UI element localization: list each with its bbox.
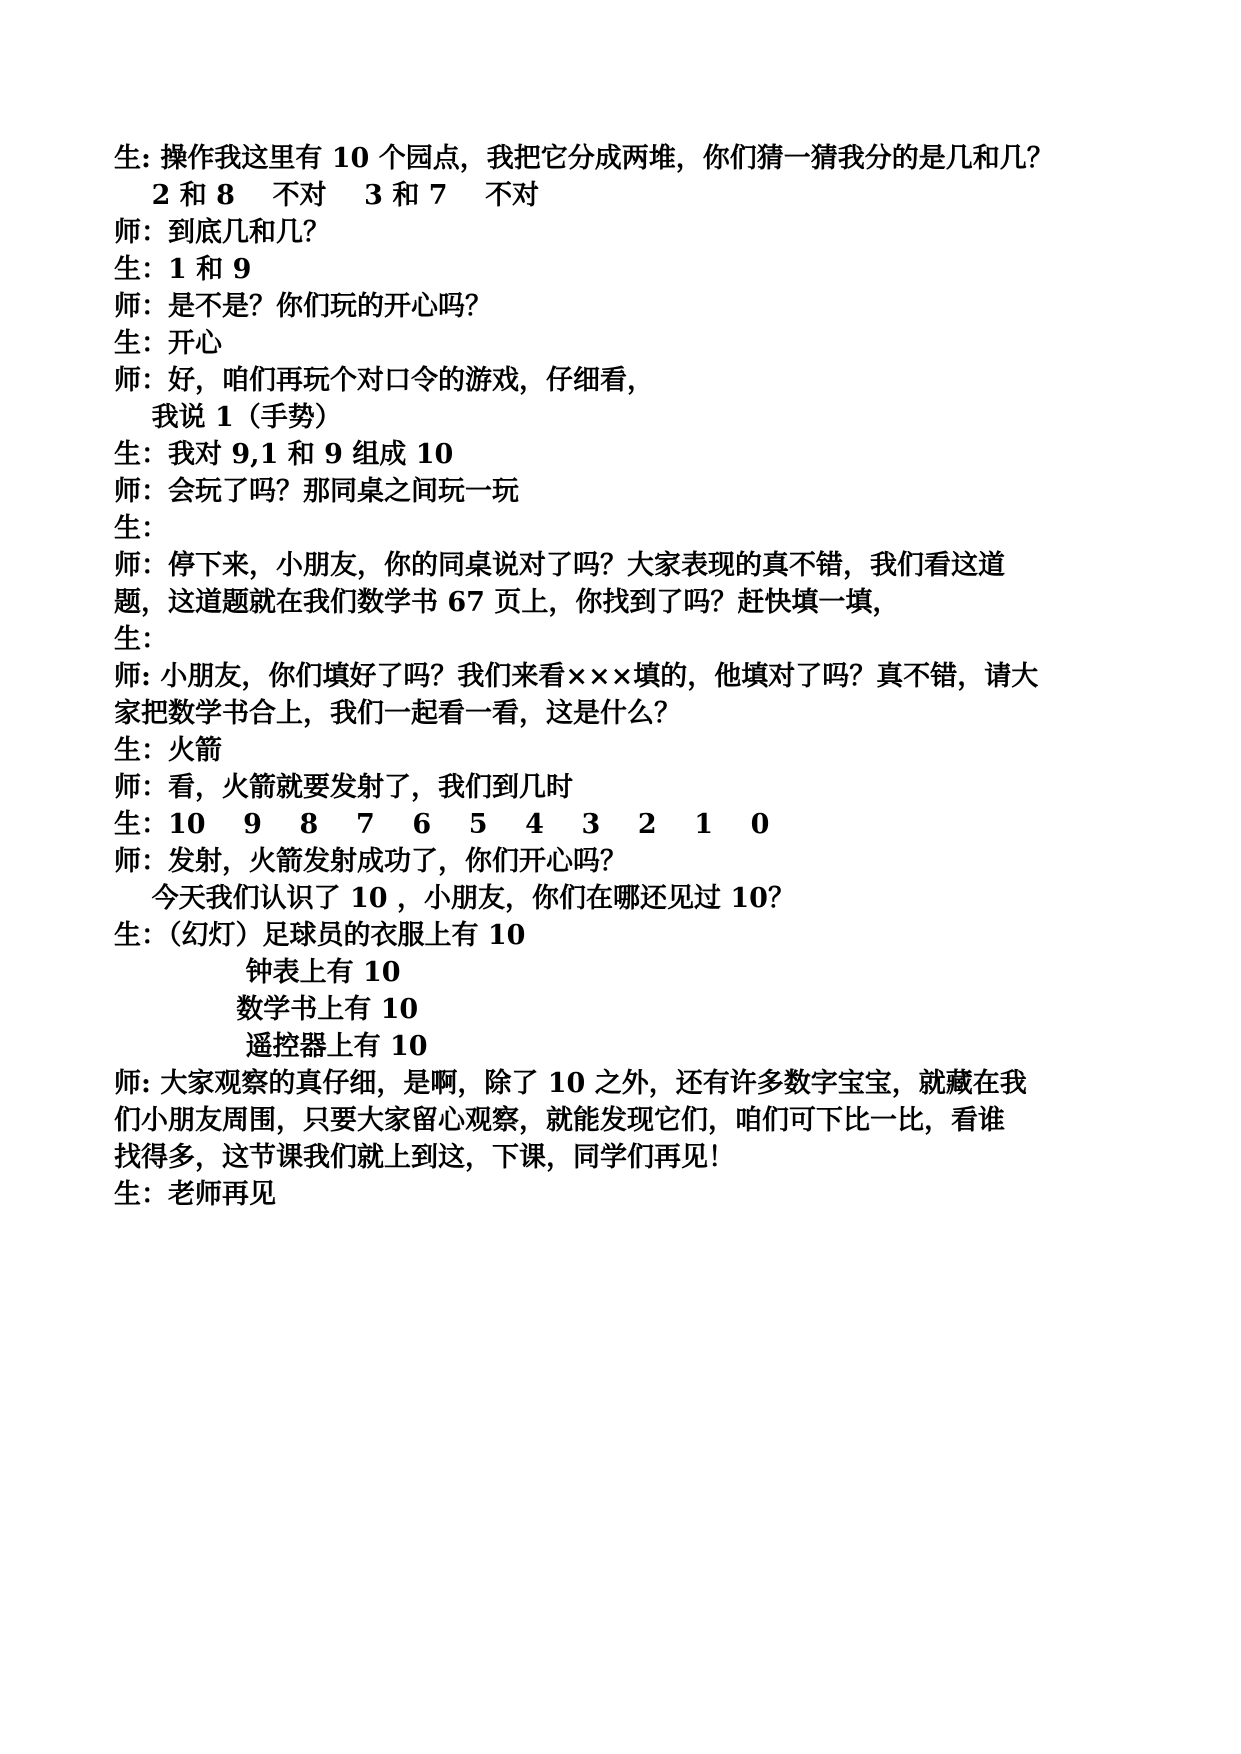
dialogue-line: [114, 249, 1114, 290]
line-text: 开心: [168, 328, 222, 359]
speaker-label: 生：: [114, 328, 168, 359]
dialogue-line: [114, 1137, 1114, 1178]
speaker-label: 师：: [114, 550, 168, 581]
dialogue-line: [114, 841, 1114, 882]
dialogue-line: [114, 508, 1114, 549]
line-text: 好，咱们再玩个对口令的游戏，仔细看，: [168, 365, 654, 396]
dialogue-line: [114, 138, 1114, 179]
speaker-label: 生:: [114, 143, 151, 174]
speaker-label: 师：: [114, 217, 168, 248]
line-text: 家把数学书合上，我们一起看一看，这是什么？: [114, 698, 681, 729]
speaker-label: 师:: [114, 661, 151, 692]
dialogue-line: [114, 175, 1114, 216]
line-text: 到底几和几？: [168, 217, 330, 248]
line-text: 我说 1（手势）: [114, 402, 342, 433]
speaker-label: 师：: [114, 476, 168, 507]
line-text: 钟表上有 10: [114, 957, 401, 988]
dialogue-line: [114, 693, 1114, 734]
line-text: 火箭: [168, 735, 222, 766]
dialogue-line: [114, 286, 1114, 327]
line-text: 小朋友，你们填好了吗？我们来看×××填的，他填对了吗？真不错，请大: [150, 661, 1039, 692]
line-text: 找得多，这节课我们就上到这，下课，同学们再见！: [114, 1142, 735, 1173]
speaker-label: 生：: [114, 254, 168, 285]
dialogue-line: [114, 989, 1114, 1030]
line-text: 数学书上有 10: [114, 994, 419, 1025]
dialogue-line: [114, 656, 1114, 697]
dialogue-line: [114, 434, 1114, 475]
dialogue-line: [114, 1174, 1114, 1215]
dialogue-line: [114, 730, 1114, 771]
line-text: 题，这道题就在我们数学书 67 页上，你找到了吗？赶快填一填，: [114, 587, 900, 618]
line-text: 今天我们认识了 10 ，小朋友，你们在哪还见过 10？: [114, 883, 795, 914]
line-text: 是不是？你们玩的开心吗？: [168, 291, 492, 322]
dialogue-line: [114, 471, 1114, 512]
speaker-label: 生：: [114, 513, 168, 544]
speaker-label: 生：: [114, 439, 168, 470]
speaker-label: 生：: [114, 809, 168, 840]
speaker-label: 师：: [114, 772, 168, 803]
line-text: 大家观察的真仔细，是啊，除了 10 之外，还有许多数字宝宝，就藏在我: [150, 1068, 1027, 1099]
dialogue-line: [114, 212, 1114, 253]
dialogue-line: [114, 1026, 1114, 1067]
dialogue-line: [114, 397, 1114, 438]
dialogue-line: [114, 878, 1114, 919]
line-text: 停下来，小朋友，你的同桌说对了吗？大家表现的真不错，我们看这道: [168, 550, 1005, 581]
line-text: 我对 9,1 和 9 组成 10: [168, 439, 454, 470]
line-text: 会玩了吗？那同桌之间玩一玩: [168, 476, 519, 507]
line-text: 1 和 9: [168, 254, 252, 285]
speaker-label: 生：: [114, 624, 168, 655]
line-text: 10 9 8 7 6 5 4 3 2 1 0: [168, 809, 770, 840]
line-text: （幻灯）足球员的衣服上有 10: [168, 920, 526, 951]
dialogue-line: [114, 804, 1114, 845]
speaker-label: 生：: [114, 920, 168, 951]
dialogue-line: [114, 582, 1114, 623]
dialogue-line: [114, 767, 1114, 808]
line-text: 看，火箭就要发射了，我们到几时: [168, 772, 573, 803]
line-text: 老师再见: [168, 1179, 276, 1210]
dialogue-line: [114, 545, 1114, 586]
line-text: 2 和 8 不对 3 和 7 不对: [114, 180, 540, 211]
dialogue-line: [114, 323, 1114, 364]
speaker-label: 生：: [114, 735, 168, 766]
line-text: 发射，火箭发射成功了，你们开心吗？: [168, 846, 627, 877]
dialogue-line: [114, 619, 1114, 660]
speaker-label: 师：: [114, 291, 168, 322]
dialogue-line: [114, 360, 1114, 401]
line-text: 们小朋友周围，只要大家留心观察，就能发现它们，咱们可下比一比，看谁: [114, 1105, 1005, 1136]
speaker-label: 师：: [114, 846, 168, 877]
speaker-label: 师：: [114, 365, 168, 396]
dialogue-line: [114, 1100, 1114, 1141]
line-text: 操作我这里有 10 个园点，我把它分成两堆，你们猜一猜我分的是几和几？: [150, 143, 1054, 174]
line-text: 遥控器上有 10: [114, 1031, 428, 1062]
dialogue-line: [114, 1063, 1114, 1104]
speaker-label: 师:: [114, 1068, 151, 1099]
dialogue-line: [114, 915, 1114, 956]
dialogue-line: [114, 952, 1114, 993]
speaker-label: 生：: [114, 1179, 168, 1210]
